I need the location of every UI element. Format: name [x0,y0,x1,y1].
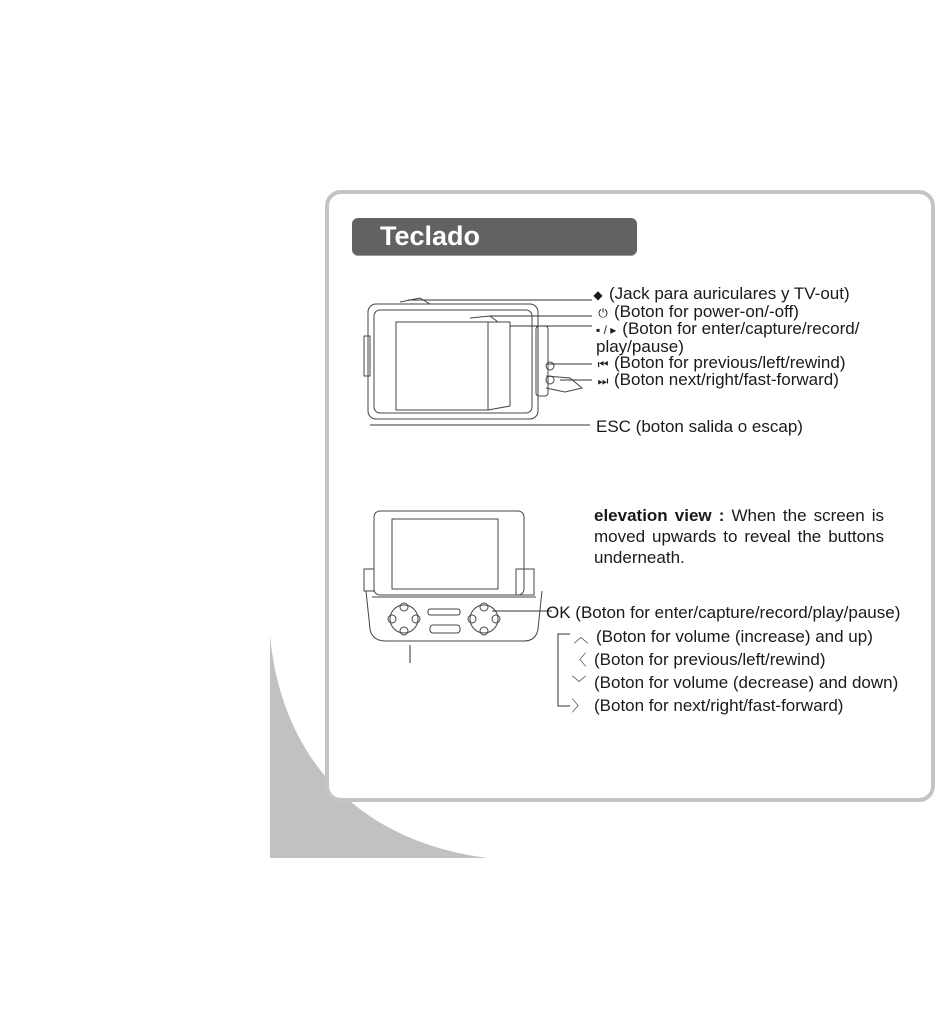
chevron-down-icon: ﹀ [571,675,587,692]
next-icon: ⏭ [597,374,609,388]
device-top-view-illustration [360,296,595,431]
chevron-left-icon: 〈 [571,652,587,669]
label-volume-down: ﹀ (Boton for volume (decrease) and down) [571,673,899,692]
power-icon: ⏻ [598,306,608,320]
label-next: ⏭ (Boton next/right/fast-forward) [597,370,839,389]
device-elevation-view-illustration [356,505,556,665]
label-esc: ESC (boton salida o escap) [596,417,803,436]
label-volume-up: ︿ (Boton for volume (increase) and up) [573,627,873,646]
headphone-jack-icon: ◆ [593,288,603,302]
chevron-up-icon: ︿ [573,629,589,646]
elevation-heading: elevation view : [594,506,725,525]
enter-play-icon: ▪ / ▸ [596,323,617,337]
label-dpad-left: 〈 (Boton for previous/left/rewind) [571,650,826,669]
label-dpad-right: 〉 (Boton for next/right/fast-forward) [571,696,844,715]
previous-icon: ⏮ [597,357,609,371]
section-title: Teclado [380,221,481,251]
elevation-description [594,505,884,568]
chevron-right-icon: 〉 [571,698,587,715]
label-previous: ⏮ (Boton for previous/left/rewind) [597,353,846,372]
label-enter-play-continued: play/pause) [596,337,684,356]
elevation-text: When the screen is moved upwards to reveal the buttons underneath. [594,506,884,567]
label-ok: OK (Boton for enter/capture/record/play/pause) [546,603,901,622]
esc-leader-line [370,424,592,428]
label-power: ⏻ (Boton for power-on/-off) [596,302,799,323]
label-enter-play: ▪ / ▸ (Boton for enter/capture/record/ [596,319,860,338]
label-headphone-jack: ◆ (Jack para auriculares y TV-out) [591,284,850,305]
